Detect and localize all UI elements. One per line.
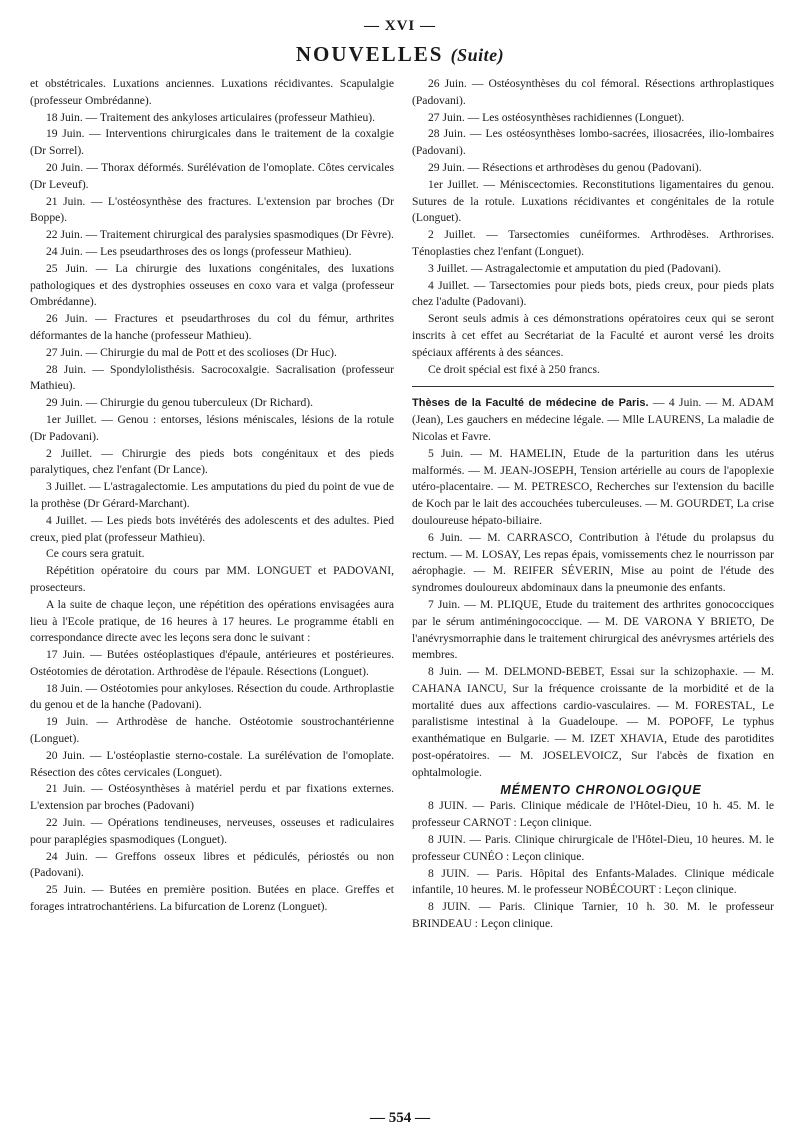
paragraph: 24 Juin. — Les pseudarthroses des os longs (professeur Mathieu). xyxy=(46,244,352,258)
page-number: — 554 — xyxy=(370,1110,430,1126)
paragraph: 18 Juin. — Traitement des ankyloses articulaires (professeur Mathieu). xyxy=(46,110,376,124)
memento-entry: 8 JUIN. — Paris. Clinique médicale de l'Hôtel-Dieu, 10 h. 45. M. le professeur CARNOT : Leçon clinique. xyxy=(412,799,774,830)
title-main: NOUVELLES xyxy=(295,42,444,66)
paragraph: 1er Juillet. — Genou : entorses, lésions méniscales, lésions de la rotule (Dr Padovani). xyxy=(30,412,394,443)
page-title xyxy=(0,42,800,67)
paragraph: 17 Juin. — Butées ostéoplastiques d'épaule, antérieures et postérieures. Ostéotomies de dérotation. Arthrodèse de l'épaule. Résections (Longuet). xyxy=(30,648,394,678)
paragraph: 28 Juin. — Les ostéosynthèses lombo-sacrées, iliosacrées, ilio-lombaires (Padovani). xyxy=(412,127,774,158)
paragraph: 29 Juin. — Chirurgie du genou tuberculeux (Dr Richard). xyxy=(46,396,314,410)
paragraph: 4 Juillet. — Tarsectomies pour pieds bots, pieds creux, pour pieds plats chez l'adulte (Padovani). xyxy=(412,278,774,309)
paragraph: 21 Juin. — Ostéosynthèses à matériel perdu et par fixations externes. L'extension par broches (Padovani) xyxy=(30,782,394,813)
title-suite: (Suite) xyxy=(450,45,505,65)
paragraph: 19 Juin. — Arthrodèse de hanche. Ostéotomie soustrochantérienne (Longuet). xyxy=(30,715,394,746)
paragraph: 24 Juin. — Greffons osseux libres et pédiculés, périostés ou non (Padovani). xyxy=(30,849,394,880)
paragraph: 27 Juin. — Chirurgie du mal de Pott et des scolioses (Dr Huc). xyxy=(46,345,337,359)
paragraph: Répétition opératoire du cours par MM. LONGUET et PADOVANI, prosecteurs. xyxy=(30,564,394,594)
paragraph: 26 Juin. — Fractures et pseudarthroses du col du fémur, arthrites déformantes de la hanche (professeur Mathieu). xyxy=(30,312,394,342)
section-divider xyxy=(412,386,774,387)
paragraph: 7 Juin. — M. PLIQUE, Etude du traitement des arthrites gonococciques par le sérum antiméningococcique. — M. DE VARONA Y BRIETO, De l'anévrysmorraphie dans le traitement chirurgical des anévrysmes artériels des membres. xyxy=(412,597,774,662)
paragraph: et obstétricales. Luxations anciennes. Luxations récidivantes. Scapulalgie (professeur Ombrédanne). xyxy=(30,77,394,107)
paragraph: 22 Juin. — Traitement chirurgical des paralysies spasmodiques (Dr Fèvre). xyxy=(46,228,394,242)
paragraph: 27 Juin. — Les ostéosynthèses rachidiennes (Longuet). xyxy=(428,110,685,124)
paragraph: Ce droit spécial est fixé à 250 francs. xyxy=(428,362,600,376)
roman-folio: — XVI — xyxy=(363,18,436,34)
paragraph: 2 Juillet. — Chirurgie des pieds bots congénitaux et des pieds paralytiques, chez l'enfant (Dr Lance). xyxy=(30,446,394,477)
memento-heading: MÉMENTO CHRONOLOGIQUE xyxy=(500,782,702,797)
paragraph: 26 Juin. — Ostéosynthèses du col fémoral. Résections arthroplastiques (Padovani). xyxy=(412,77,774,107)
paragraph: 21 Juin. — L'ostéosynthèse des fractures. L'extension par broches (Dr Boppe). xyxy=(30,194,394,225)
paragraph: 1er Juillet. — Méniscectomies. Reconstitutions ligamentaires du genou. Sutures de la rotule. Luxations récidivantes et congénitales de la rotule (Longuet). xyxy=(412,177,774,225)
paragraph: 22 Juin. — Opérations tendineuses, nerveuses, osseuses et radiculaires pour paraplégies spasmodiques (Longuet). xyxy=(30,816,394,846)
paragraph: A la suite de chaque leçon, une répétition des opérations envisagées aura lieu à l'Ecole pratique, de 16 heures à 17 heures. Le programme établi en correspondance directe avec les leçons sera donc le suivant : xyxy=(30,597,394,645)
theses-heading: Thèses de la Faculté de médecine de Paris. xyxy=(412,397,649,410)
paragraph: Seront seuls admis à ces démonstrations opératoires ceux qui se seront inscrits à cet effet au Secrétariat de la Faculté et auront versé les droits spéciaux afférents à des séances. xyxy=(412,312,774,359)
paragraph: 2 Juillet. — Tarsectomies cunéiformes. Arthrodèses. Arthrorises. Ténoplasties chez l'enfant (Longuet). xyxy=(412,228,774,258)
paragraph: Ce cours sera gratuit. xyxy=(46,547,145,561)
memento-entry: 8 JUIN. — Paris. Clinique chirurgicale de l'Hôtel-Dieu, 10 heures. M. le professeur CUNÉO : Leçon clinique. xyxy=(412,833,774,863)
paragraph: 25 Juin. — La chirurgie des luxations congénitales, des luxations pathologiques et des dystrophies osseuses en coxo vara et valga (professeur Ombrédanne). xyxy=(30,261,394,309)
paragraph: 25 Juin. — Butées en première position. Butées en place. Greffes et forages intratrochantériens. La bifurcation de Lorenz (Longuet). xyxy=(30,883,394,914)
paragraph: 19 Juin. — Interventions chirurgicales dans le traitement de la coxalgie (Dr Sorrel). xyxy=(30,127,394,158)
paragraph: 6 Juin. — M. CARRASCO, Contribution à l'étude du prolapsus du rectum. — M. LOSAY, Les repas épais, vomissements chez le nourrisson par aérophagie. — M. REIFER SÉVERIN, Mise au point de l'étude des syndromes douloureux abdominaux dans la pneumonie des enfants. xyxy=(412,530,774,595)
paragraph: 18 Juin. — Ostéotomies pour ankyloses. Résection du coude. Arthroplastie du genou et de la hanche (Padovani). xyxy=(30,681,394,712)
memento-entry: 8 JUIN. — Paris. Hôpital des Enfants-Malades. Clinique médicale infantile, 10 heures. M. le professeur NOBÉCOURT : Leçon clinique. xyxy=(412,866,774,897)
paragraph: 5 Juin. — M. HAMELIN, Etude de la parturition dans les utérus malformés. — M. JEAN-JOSEPH, Tension artérielle au cours de l'apoplexie utéro-placentaire. — M. PETRESCO, Recherches sur l'extension du bacille de Koch par le lait des accouchées tuberculeuses. — M. GOURDET, La crise douloureuse hépato-biliaire. xyxy=(412,446,774,527)
paragraph: 20 Juin. — L'ostéoplastie sterno-costale. La surélévation de l'omoplate. Résection des côtes cervicales (Longuet). xyxy=(30,748,394,779)
theses-first-paragraph xyxy=(412,395,774,445)
right-column xyxy=(412,76,774,933)
paragraph: 20 Juin. — Thorax déformés. Surélévation de l'omoplate. Côtes cervicales (Dr Leveuf). xyxy=(30,160,394,191)
memento-entry: 8 JUIN. — Paris. Clinique Tarnier, 10 h. 30. M. le professeur BRINDEAU : Leçon clinique. xyxy=(412,900,774,931)
theses-text: — 4 Juin. — M. ADAM (Jean), Les gauchers en médecine légale. — Mlle LAURENS, La maladie de Nicolas et Favre. xyxy=(412,396,774,443)
paragraph: 4 Juillet. — Les pieds bots invétérés des adolescents et des adultes. Pied creux, pied plat (professeur Mathieu). xyxy=(30,513,394,544)
paragraph: 3 Juillet. — Astragalectomie et amputation du pied (Padovani). xyxy=(428,261,721,275)
paragraph: 28 Juin. — Spondylolisthésis. Sacrocoxalgie. Sacralisation (professeur Mathieu). xyxy=(30,362,394,393)
left-column xyxy=(30,76,394,916)
paragraph: 8 Juin. — M. DELMOND-BEBET, Essai sur la schizophaxie. — M. CAHANA IANCU, Sur la fréquence croissante de la morbidité et de la mortalité dues aux affections cardio-vasculaires. — M. FORESTAL, Le paralistisme intestinal à la Guadeloupe. — M. POPOFF, Le typhus exanthématique en Bulgarie. — M. IZET XHAVIA, Etude des parotidites post-opératoires. — M. JOSELEVOICZ, Sur l'abcès de fixation en ophtalmologie. xyxy=(412,665,774,779)
paragraph: 29 Juin. — Résections et arthrodèses du genou (Padovani). xyxy=(428,160,702,174)
paragraph: 3 Juillet. — L'astragalectomie. Les amputations du pied du point de vue de la prothèse (Dr Gérard-Marchant). xyxy=(30,480,394,510)
